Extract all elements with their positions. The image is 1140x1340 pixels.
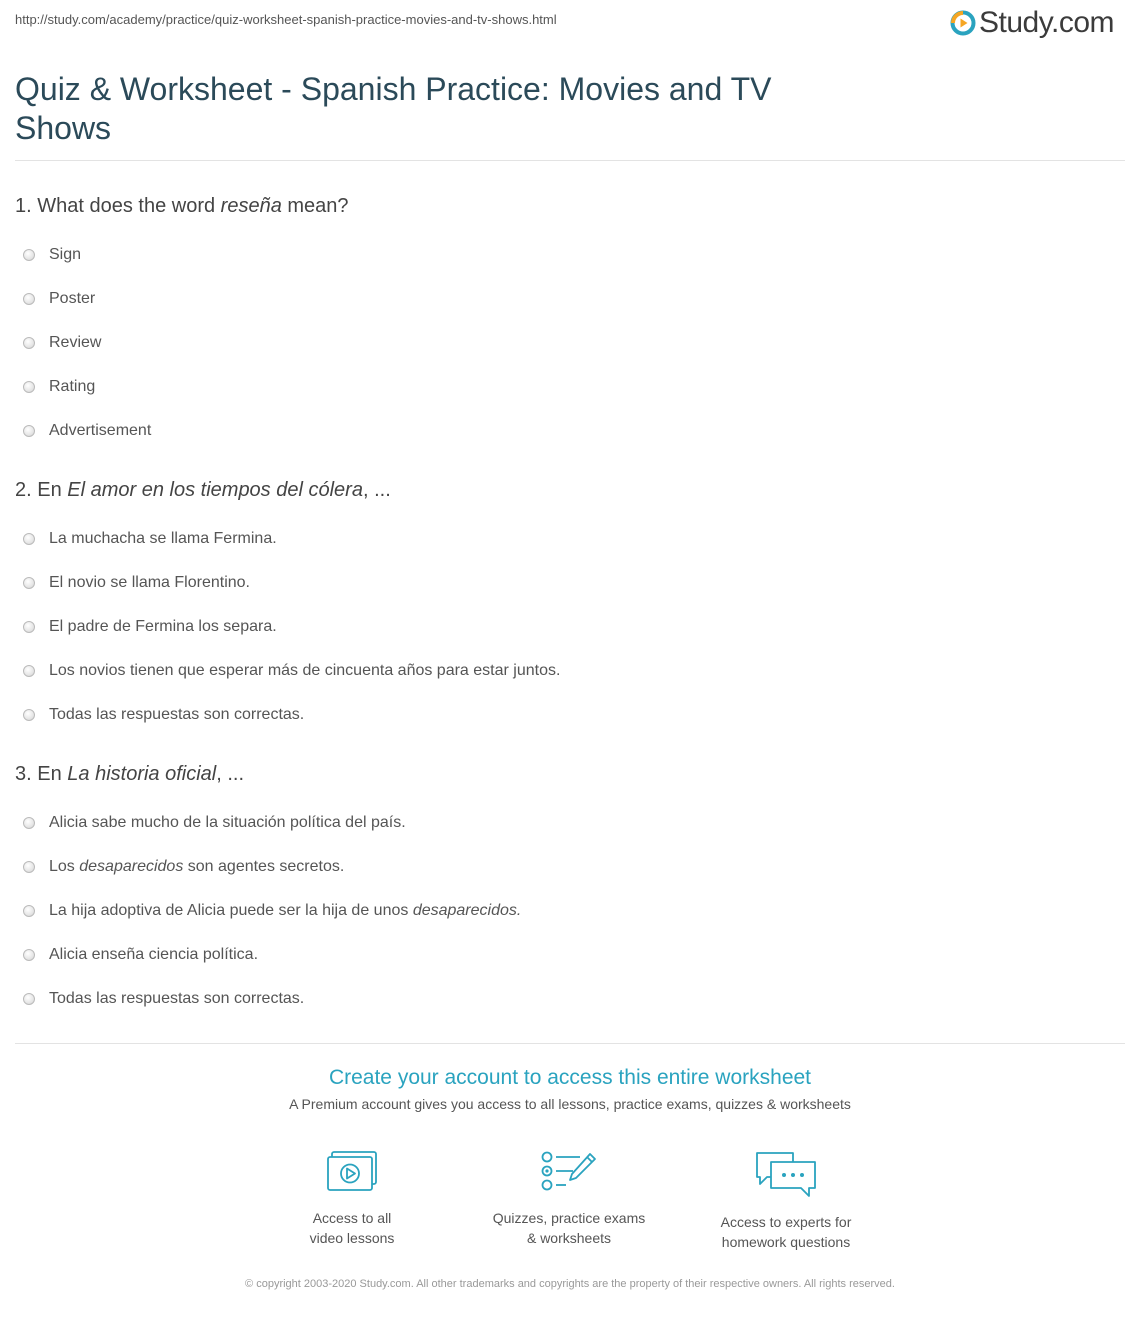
answer-option[interactable] [23,933,1115,977]
section-divider [15,1043,1125,1044]
chat-bubbles-icon [753,1150,819,1200]
radio-button[interactable] [23,249,35,261]
logo-text: Study.com [979,6,1114,39]
radio-button[interactable] [23,949,35,961]
feature-experts [696,1150,876,1252]
radio-button[interactable] [23,665,35,677]
radio-button[interactable] [23,337,35,349]
answer-list [15,801,1115,1021]
question-3 [15,761,1115,1021]
copyright: © copyright 2003-2020 Study.com. All other trademarks and copyrights are the property of their respective owners. All rights reserved. [245,1278,895,1290]
answer-list [15,233,1115,453]
answer-label: Los desaparecidos son agentes secretos. [49,858,345,875]
answer-label: Sign [49,246,82,263]
answer-label: Advertisement [49,422,152,439]
play-circle-icon [950,10,976,36]
question-2 [15,477,1115,737]
feature-label-line2: homework questions [721,1234,851,1250]
answer-option[interactable] [23,277,1115,321]
feature-label-line1: Quizzes, practice exams [492,1210,646,1226]
radio-button[interactable] [23,381,35,393]
answer-option[interactable] [23,321,1115,365]
page-title: Quiz & Worksheet - Spanish Practice: Movies and TV Shows [15,71,772,146]
answer-option[interactable] [23,561,1115,605]
title-divider [15,160,1125,161]
quiz-checklist-icon [540,1150,598,1196]
radio-button[interactable] [23,993,35,1005]
radio-button[interactable] [23,817,35,829]
answer-option[interactable] [23,233,1115,277]
feature-label-line1: Access to all [312,1210,392,1226]
answer-option[interactable] [23,693,1115,737]
answer-option[interactable] [23,649,1115,693]
answer-label: El padre de Fermina los separa. [49,618,277,635]
answer-label: Rating [49,378,96,395]
feature-label-line1: Access to experts for [720,1214,852,1230]
answer-label: El novio se llama Florentino. [49,574,250,591]
answer-label: Poster [49,290,96,307]
radio-button[interactable] [23,621,35,633]
answer-label: La hija adoptiva de Alicia puede ser la hija de unos desaparecidos. [49,902,522,919]
page-url: http://study.com/academy/practice/quiz-worksheet-spanish-practice-movies-and-tv-shows.html [15,12,557,27]
question-1 [15,193,1115,453]
cta-title[interactable]: Create your account to access this entire worksheet [328,1066,812,1089]
answer-option[interactable] [23,517,1115,561]
feature-quizzes [479,1150,659,1248]
answer-label: Alicia sabe mucho de la situación política del país. [49,814,406,831]
feature-video-lessons [262,1150,442,1248]
answer-option[interactable] [23,889,1115,933]
radio-button[interactable] [23,425,35,437]
answer-label: Los novios tienen que esperar más de cincuenta años para estar juntos. [49,662,561,679]
answer-option[interactable] [23,845,1115,889]
video-lesson-icon [325,1150,379,1196]
answer-label: Review [49,334,102,351]
answer-list [15,517,1115,737]
radio-button[interactable] [23,533,35,545]
answer-option[interactable] [23,365,1115,409]
feature-label-line2: & worksheets [526,1230,612,1246]
question-title: 3. En La historia oficial, ... [15,763,245,785]
answer-label: Alicia enseña ciencia política. [49,946,259,963]
answer-option[interactable] [23,977,1115,1021]
answer-label: La muchacha se llama Fermina. [49,530,277,547]
radio-button[interactable] [23,293,35,305]
radio-button[interactable] [23,861,35,873]
answer-option[interactable] [23,409,1115,453]
radio-button[interactable] [23,577,35,589]
answer-label: Todas las respuestas son correctas. [49,706,305,723]
answer-label: Todas las respuestas son correctas. [49,990,305,1007]
radio-button[interactable] [23,709,35,721]
radio-button[interactable] [23,905,35,917]
feature-label-line2: video lessons [309,1230,395,1246]
question-title: 2. En El amor en los tiempos del cólera, ... [15,479,391,501]
cta-subtitle: A Premium account gives you access to all lessons, practice exams, quizzes & worksheets [289,1096,851,1112]
answer-option[interactable] [23,801,1115,845]
question-title: 1. What does the word reseña mean? [15,195,349,217]
answer-option[interactable] [23,605,1115,649]
study-logo[interactable] [950,6,1114,40]
